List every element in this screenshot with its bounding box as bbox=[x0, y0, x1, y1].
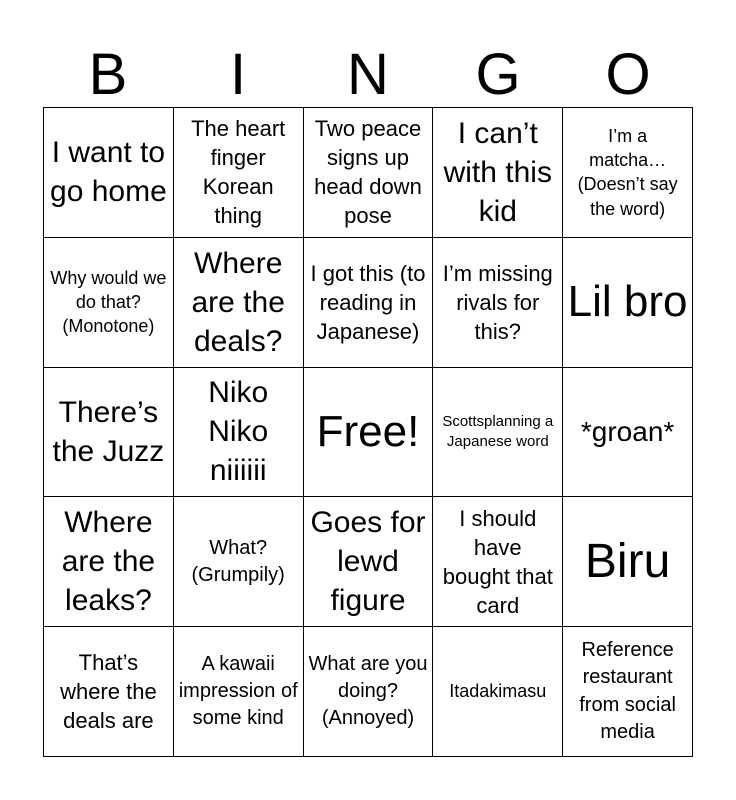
bingo-cell[interactable]: Where are the deals? bbox=[174, 238, 304, 368]
bingo-cell[interactable]: There’s the Juzz bbox=[44, 368, 174, 498]
bingo-cell[interactable]: I’m a matcha… (Doesn’t say the word) bbox=[563, 108, 693, 238]
bingo-cell[interactable]: What? (Grumpily) bbox=[174, 497, 304, 627]
bingo-header bbox=[43, 42, 693, 108]
bingo-cell[interactable]: A kawaii impression of some kind bbox=[174, 627, 304, 757]
bingo-grid bbox=[43, 107, 693, 757]
bingo-cell[interactable]: I’m missing rivals for this? bbox=[433, 238, 563, 368]
bingo-cell[interactable]: Lil bro bbox=[563, 238, 693, 368]
bingo-cell[interactable]: Biru bbox=[563, 497, 693, 627]
header-letter-i: I bbox=[229, 42, 247, 107]
bingo-cell[interactable]: Why would we do that? (Monotone) bbox=[44, 238, 174, 368]
bingo-cell[interactable]: *groan* bbox=[563, 368, 693, 498]
bingo-cell[interactable]: Itadakimasu bbox=[433, 627, 563, 757]
bingo-cell[interactable]: Two peace signs up head down pose bbox=[304, 108, 434, 238]
header-letter-b: B bbox=[88, 42, 128, 107]
free-space[interactable]: Free! bbox=[304, 368, 434, 498]
bingo-cell[interactable]: Reference restaurant from social media bbox=[563, 627, 693, 757]
bingo-cell[interactable]: Scottsplanning a Japanese word bbox=[433, 368, 563, 498]
bingo-cell[interactable]: The heart finger Korean thing bbox=[174, 108, 304, 238]
bingo-cell[interactable]: I should have bought that card bbox=[433, 497, 563, 627]
header-letter-g: G bbox=[475, 42, 521, 107]
bingo-cell[interactable]: I want to go home bbox=[44, 108, 174, 238]
bingo-cell[interactable]: I got this (to reading in Japanese) bbox=[304, 238, 434, 368]
bingo-cell[interactable]: What are you doing? (Annoyed) bbox=[304, 627, 434, 757]
bingo-cell[interactable]: That’s where the deals are bbox=[44, 627, 174, 757]
bingo-cell[interactable]: Goes for lewd figure bbox=[304, 497, 434, 627]
bingo-cell[interactable]: I can’t with this kid bbox=[433, 108, 563, 238]
bingo-cell[interactable]: Where are the leaks? bbox=[44, 497, 174, 627]
header-letter-n: N bbox=[347, 42, 389, 107]
header-letter-o: O bbox=[605, 42, 651, 107]
bingo-cell[interactable]: Niko Niko niiiiii bbox=[174, 368, 304, 498]
